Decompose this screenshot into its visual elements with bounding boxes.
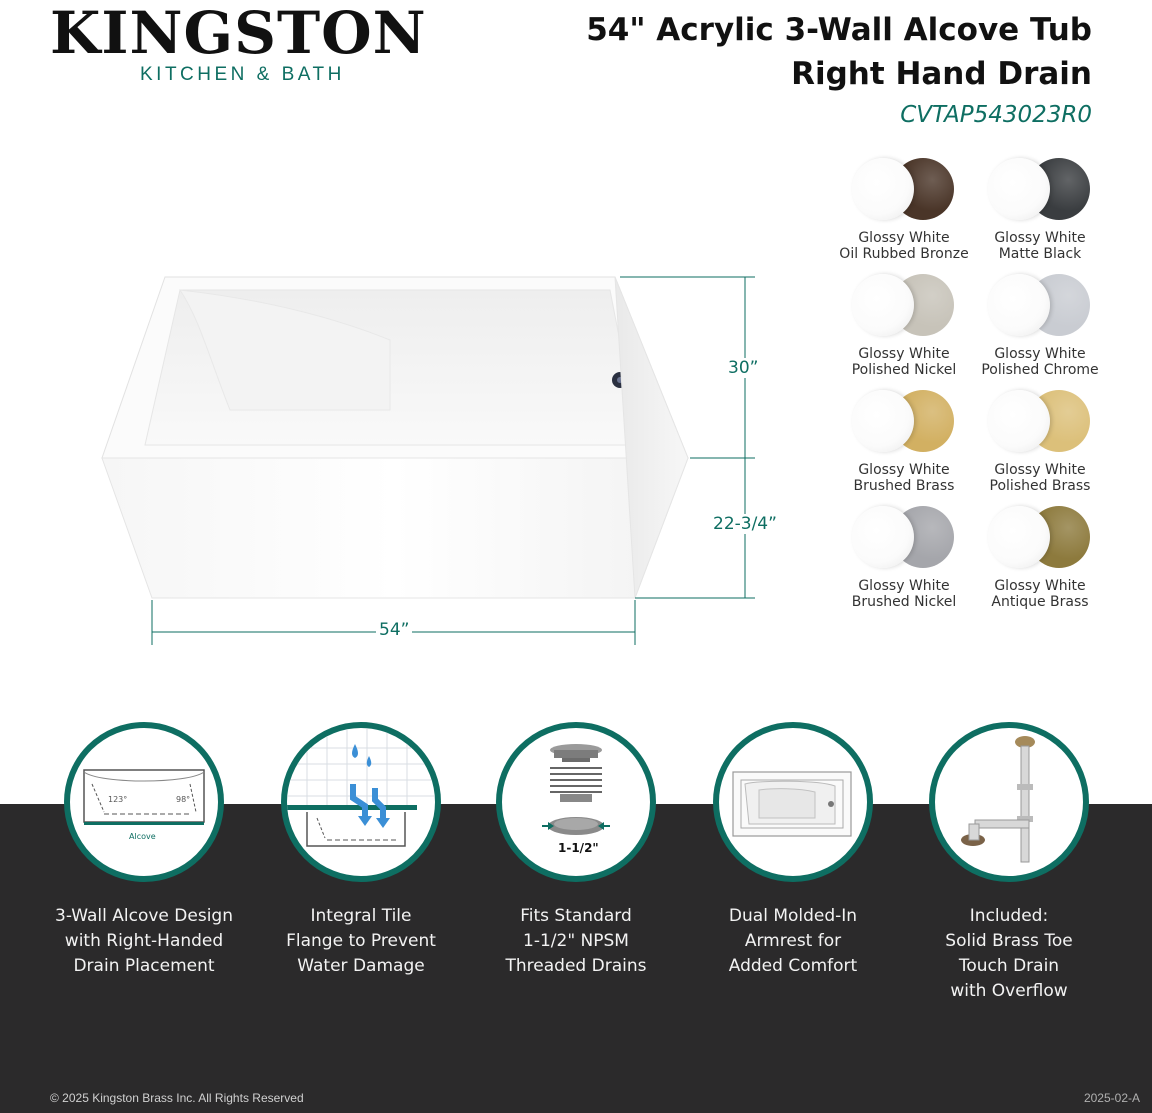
feature-caption: Fits Standard 1-1/2" NPSM Threaded Drains	[505, 906, 647, 976]
feature-caption: 3-Wall Alcove Design with Right-Handed Drain Placement	[55, 906, 233, 976]
product-sku: CVTAP543023R0	[900, 102, 1092, 128]
swatch-label: Glossy White Polished Brass	[989, 462, 1091, 494]
swatch-label: Glossy White Brushed Brass	[853, 462, 955, 494]
swatch-label: Glossy White Antique Brass	[991, 578, 1089, 610]
glossy-white-chip	[852, 274, 914, 336]
feature-caption: Included: Solid Brass Toe Touch Drain with Overflow	[945, 906, 1073, 1001]
copyright-notice: © 2025 Kingston Brass Inc. All Rights Reserved	[50, 1091, 304, 1105]
swatch-circles	[988, 390, 1092, 452]
alcove-diagram-icon	[64, 722, 224, 882]
swatch-polished-chrome[interactable]	[972, 274, 1108, 378]
swatch-circles	[852, 390, 956, 452]
swatch-label: Glossy White Brushed Nickel	[851, 578, 957, 610]
product-subtitle: Right Hand Drain	[791, 56, 1092, 92]
feature-threaded-drain	[476, 722, 676, 979]
svg-text:123°: 123°	[108, 795, 128, 804]
feature-armrest	[693, 722, 893, 979]
swatch-oil-rubbed-bronze[interactable]	[836, 158, 972, 262]
feature-brass-drain	[909, 722, 1109, 1004]
dimension-height-lower: 22-3/4”	[710, 514, 780, 534]
swatch-circles	[988, 158, 1092, 220]
brand-name: KINGSTON	[50, 0, 427, 67]
swatch-circles	[988, 506, 1092, 568]
svg-text:1-1/2": 1-1/2"	[558, 841, 599, 855]
feature-tile-flange	[261, 722, 461, 979]
glossy-white-chip	[852, 158, 914, 220]
document-code: 2025-02-A	[1083, 1091, 1140, 1105]
product-title: 54" Acrylic 3-Wall Alcove Tub	[586, 12, 1092, 48]
tile-flange-icon	[281, 722, 441, 882]
brand-logo	[50, 2, 430, 86]
swatch-circles	[852, 274, 956, 336]
tub-illustration	[90, 260, 790, 660]
feature-alcove-design	[44, 722, 244, 979]
swatch-polished-nickel[interactable]	[836, 274, 972, 378]
swatch-brushed-brass[interactable]	[836, 390, 972, 494]
glossy-white-chip	[852, 390, 914, 452]
glossy-white-chip	[988, 158, 1050, 220]
feature-caption: Dual Molded-In Armrest for Added Comfort	[728, 906, 858, 976]
swatch-circles	[988, 274, 1092, 336]
tub-image	[90, 260, 790, 660]
swatch-antique-brass[interactable]	[972, 506, 1108, 610]
armrest-icon	[713, 722, 873, 882]
threaded-drain-icon	[496, 722, 656, 882]
feature-caption: Integral Tile Flange to Prevent Water Damage	[286, 906, 436, 976]
glossy-white-chip	[988, 274, 1050, 336]
dimension-width: 54”	[376, 620, 412, 640]
glossy-white-chip	[852, 506, 914, 568]
svg-text:Alcove: Alcove	[129, 832, 156, 841]
svg-text:98°: 98°	[176, 795, 191, 804]
swatch-circles	[852, 506, 956, 568]
swatch-matte-black[interactable]	[972, 158, 1108, 262]
swatch-polished-brass[interactable]	[972, 390, 1108, 494]
swatch-label: Glossy White Matte Black	[994, 230, 1086, 262]
swatch-brushed-nickel[interactable]	[836, 506, 972, 610]
swatch-label: Glossy White Polished Nickel	[851, 346, 957, 378]
product-title-block	[586, 8, 1092, 128]
dimension-height-upper: 30”	[725, 358, 761, 378]
brand-tagline: KITCHEN & BATH	[140, 64, 345, 85]
glossy-white-chip	[988, 506, 1050, 568]
swatch-circles	[852, 158, 956, 220]
swatch-label: Glossy White Polished Chrome	[981, 346, 1099, 378]
brass-drain-icon	[929, 722, 1089, 882]
glossy-white-chip	[988, 390, 1050, 452]
swatch-label: Glossy White Oil Rubbed Bronze	[839, 230, 969, 262]
